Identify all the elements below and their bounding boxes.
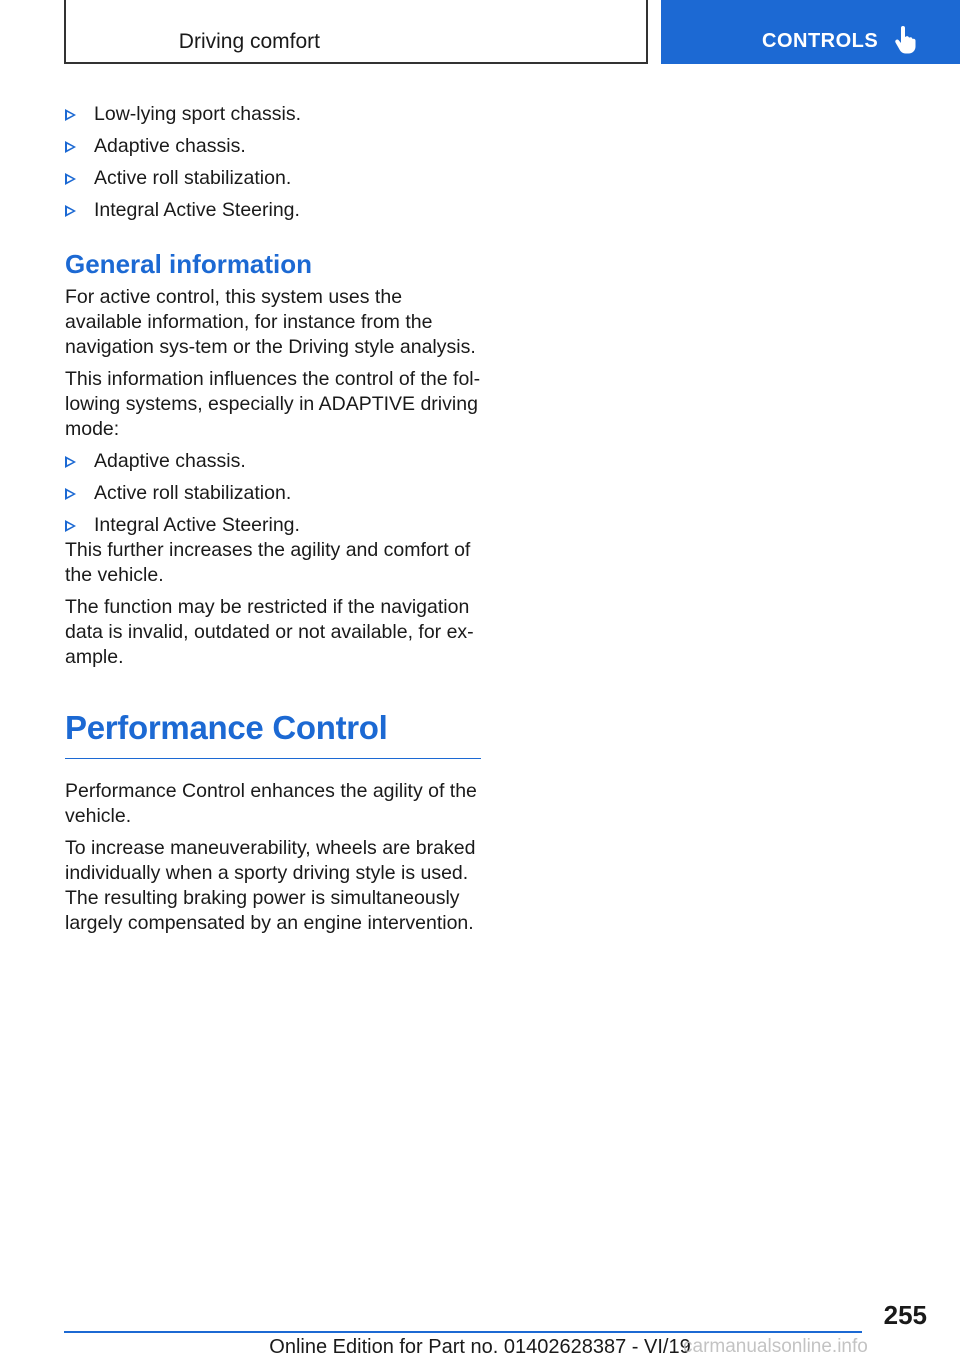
performance-control-heading: Performance Control [65, 708, 481, 759]
triangle-bullet-icon [65, 488, 76, 500]
edition-footer: Online Edition for Part no. 01402628387 - VI/19 [269, 1336, 691, 1358]
systems-bullet-list [65, 449, 481, 538]
triangle-bullet-icon [65, 173, 76, 185]
footer-divider [64, 1331, 862, 1333]
paragraph: For active control, this system uses the available information, for instance from the navigation sys-tem or the Driving style analysis. [65, 286, 476, 358]
list-item: Adaptive chassis. [65, 134, 481, 159]
paragraph: The function may be restricted if the navigation data is invalid, outdated or not available, for ex-ample. [65, 596, 474, 668]
triangle-bullet-icon [65, 456, 76, 468]
triangle-bullet-icon [65, 141, 76, 153]
paragraph: This information influences the control of the fol-lowing systems, especially in ADAPTIVE driving mode: [65, 368, 481, 440]
chapter-tab-label: CONTROLS [762, 30, 879, 52]
page-number: 255 [883, 1300, 927, 1330]
triangle-bullet-icon [65, 109, 76, 121]
intro-bullet-list [65, 102, 481, 223]
list-item: Integral Active Steering. [65, 513, 481, 538]
list-item: Adaptive chassis. [65, 449, 481, 474]
list-item: Active roll stabilization. [65, 166, 481, 191]
header-frame [64, 0, 648, 64]
triangle-bullet-icon [65, 205, 76, 217]
paragraph: This further increases the agility and comfort of the vehicle. [65, 539, 471, 586]
section-title: Driving comfort [178, 30, 320, 53]
hand-pointer-icon [894, 26, 916, 59]
general-information-heading: General information [65, 249, 313, 279]
triangle-bullet-icon [65, 520, 76, 532]
content-column [65, 102, 481, 943]
chapter-tab [661, 0, 960, 64]
list-item: Low-lying sport chassis. [65, 102, 481, 127]
paragraph: To increase maneuverability, wheels are braked individually when a sporty driving style is used. The resulting braking power is simultaneously largely compensated by an engine intervention. [65, 837, 476, 934]
list-item: Active roll stabilization. [65, 481, 481, 506]
watermark: carmanualsonline.info [683, 1336, 868, 1357]
paragraph: Performance Control enhances the agility of the vehicle. [65, 780, 477, 827]
list-item: Integral Active Steering. [65, 198, 481, 223]
